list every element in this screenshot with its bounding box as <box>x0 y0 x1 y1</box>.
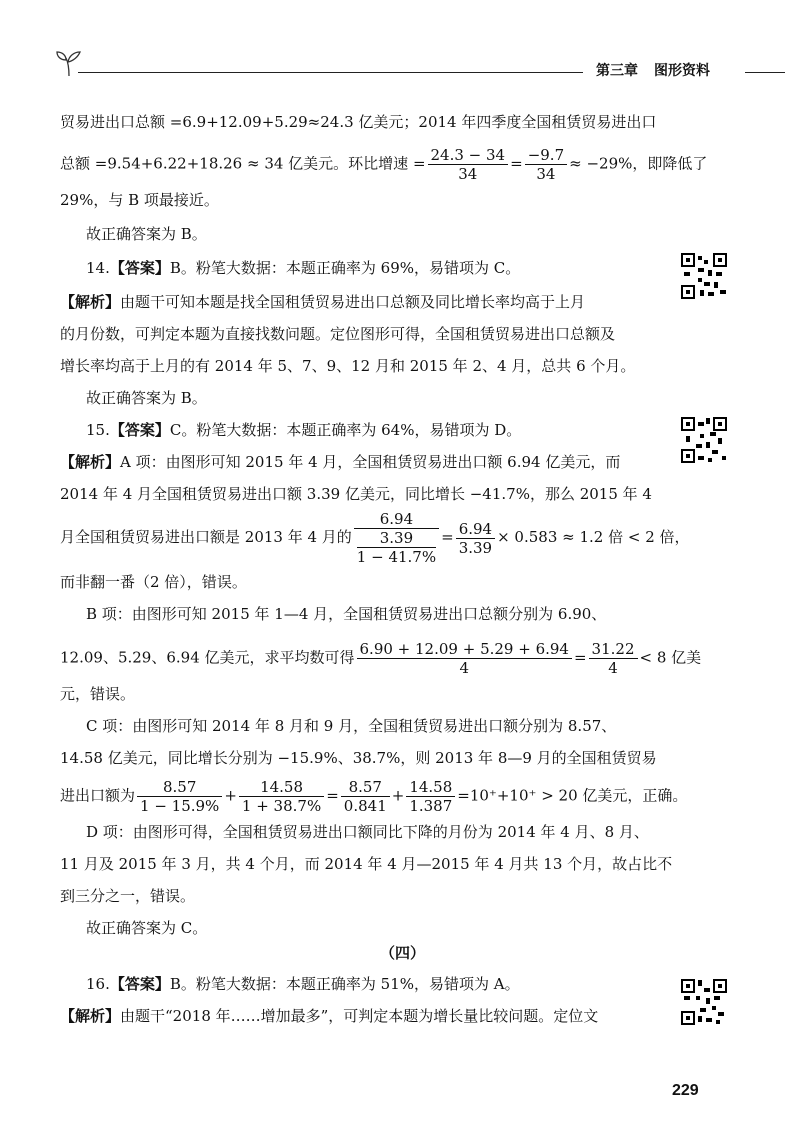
section-heading: （四） <box>380 944 426 962</box>
text-line: 11 月及 2015 年 3 月，共 4 个月，而 2014 年 4 月—2015 年 4 月共 13 个月，故占比不 <box>60 855 673 873</box>
chapter-label: 第三章 <box>596 63 638 79</box>
chapter-title: 图形资料 <box>654 63 710 79</box>
text-line: 故正确答案为 C。 <box>86 919 208 937</box>
text-line: 元，错误。 <box>60 685 136 703</box>
text-line: B 项：由图形可知 2015 年 1—4 月，全国租赁贸易进出口总额分别为 6.90、 <box>86 605 607 623</box>
compound-fraction: 6.94 3.39 1 − 41.7% <box>354 510 439 566</box>
fraction: $\frac{14.58}{1 + 38.7\%}$ <box>239 778 324 815</box>
text-line: D 项：由图形可得，全国租赁贸易进出口额同比下降的月份为 2014 年 4 月、8 月、 <box>86 823 649 841</box>
text-line: 增长率均高于上月的有 2014 年 5、7、9、12 月和 2015 年 2、4 月，总共 6 个月。 <box>60 357 636 375</box>
answer-line-15: 15.【答案】C。粉笔大数据：本题正确率为 64%，易错项为 D。 <box>86 421 522 439</box>
fraction: $\frac{14.58}{1.387}$ <box>406 778 455 815</box>
text-line: 故正确答案为 B。 <box>86 225 207 243</box>
text-line: 14.58 亿美元，同比增长分别为 −15.9%、38.7%，则 2013 年 8—9 月的全国租赁贸易 <box>60 749 657 767</box>
analysis-line: 【解析】A 项：由图形可知 2015 年 4 月，全国租赁贸易进出口额 6.94 亿美元，而 <box>60 453 621 471</box>
text-line: 29%，与 B 项最接近。 <box>60 191 219 209</box>
fraction: $\frac{-9.7}{34}$ <box>525 146 567 183</box>
text-line: 到三分之一，错误。 <box>60 887 196 905</box>
fraction: $\frac{6.90 + 12.09 + 5.29 + 6.94}{4}$ <box>357 640 572 677</box>
answer-line-14: 14.【答案】B。粉笔大数据：本题正确率为 69%，易错项为 C。 <box>86 259 521 277</box>
answer-line-16: 16.【答案】B。粉笔大数据：本题正确率为 51%，易错项为 A。 <box>86 975 520 993</box>
analysis-line: 【解析】由题干可知本题是找全国租赁贸易进出口总额及同比增长率均高于上月 <box>60 293 586 311</box>
header-rule <box>78 72 583 73</box>
qr-code-icon[interactable] <box>680 252 728 300</box>
fraction: $\frac{31.22}{4}$ <box>589 640 638 677</box>
text-line: 2014 年 4 月全国租赁贸易进出口额 3.39 亿美元，同比增长 −41.7%，那么 2015 年 4 <box>60 485 652 503</box>
qr-code-icon[interactable] <box>680 978 728 1026</box>
text-line: 故正确答案为 B。 <box>86 389 207 407</box>
fraction: $\frac{6.94}{3.39}$ <box>456 520 495 557</box>
text-line: C 项：由图形可知 2014 年 8 月和 9 月，全国租赁贸易进出口额分别为 8.57、 <box>86 717 617 735</box>
header-rule-right <box>745 72 785 73</box>
fraction: $\frac{8.57}{0.841}$ <box>341 778 390 815</box>
running-header <box>596 60 726 80</box>
text-line: 贸易进出口总额 =6.9+12.09+5.29≈24.3 亿美元；2014 年四季度全国租赁贸易进出口 <box>60 113 657 131</box>
fraction: $\frac{24.3 - 34}{34}$ <box>428 146 509 183</box>
text-line: 总额 =9.54+6.22+18.26 ≈ 34 亿美元。环比增速 = $\frac{24.3 - 34}{34}$ = $\frac{-9.7}{34}$ ≈ −29%，即降低了 <box>60 146 708 183</box>
analysis-line: 【解析】由题干“2018 年……增加最多”，可判定本题为增长量比较问题。定位文 <box>60 1007 599 1025</box>
qr-code-icon[interactable] <box>680 416 728 464</box>
fraction: $\frac{8.57}{1 - 15.9\%}$ <box>137 778 222 815</box>
leaf-logo-icon <box>54 48 84 78</box>
text-line: 的月份数，可判定本题为直接找数问题。定位图形可得，全国租赁贸易进出口总额及 <box>60 325 616 343</box>
text-line: 12.09、5.29、6.94 亿美元，求平均数可得 $\frac{6.90 + 12.09 + 5.29 + 6.94}{4}$ = $\frac{31.22}{4}$ < 8 亿美 <box>60 640 702 677</box>
text-line: 而非翻一番（2 倍），错误。 <box>60 573 247 591</box>
text-line: 月全国租赁贸易进出口额是 2013 年 4 月的 6.94 3.39 1 − 41.7% = $\frac{6.94}{3.39}$ × 0.583 ≈ 1.2 倍 < 2 倍， <box>60 510 690 566</box>
page-number: 229 <box>672 1082 699 1099</box>
text-line: 进出口额为 $\frac{8.57}{1 - 15.9\%}$ + $\frac{14.58}{1 + 38.7\%}$ = $\frac{8.57}{0.841}$ + $\frac{14.58}{1.387}$ =10⁺+10⁺ > 20 亿美元，正确。 <box>60 778 688 815</box>
